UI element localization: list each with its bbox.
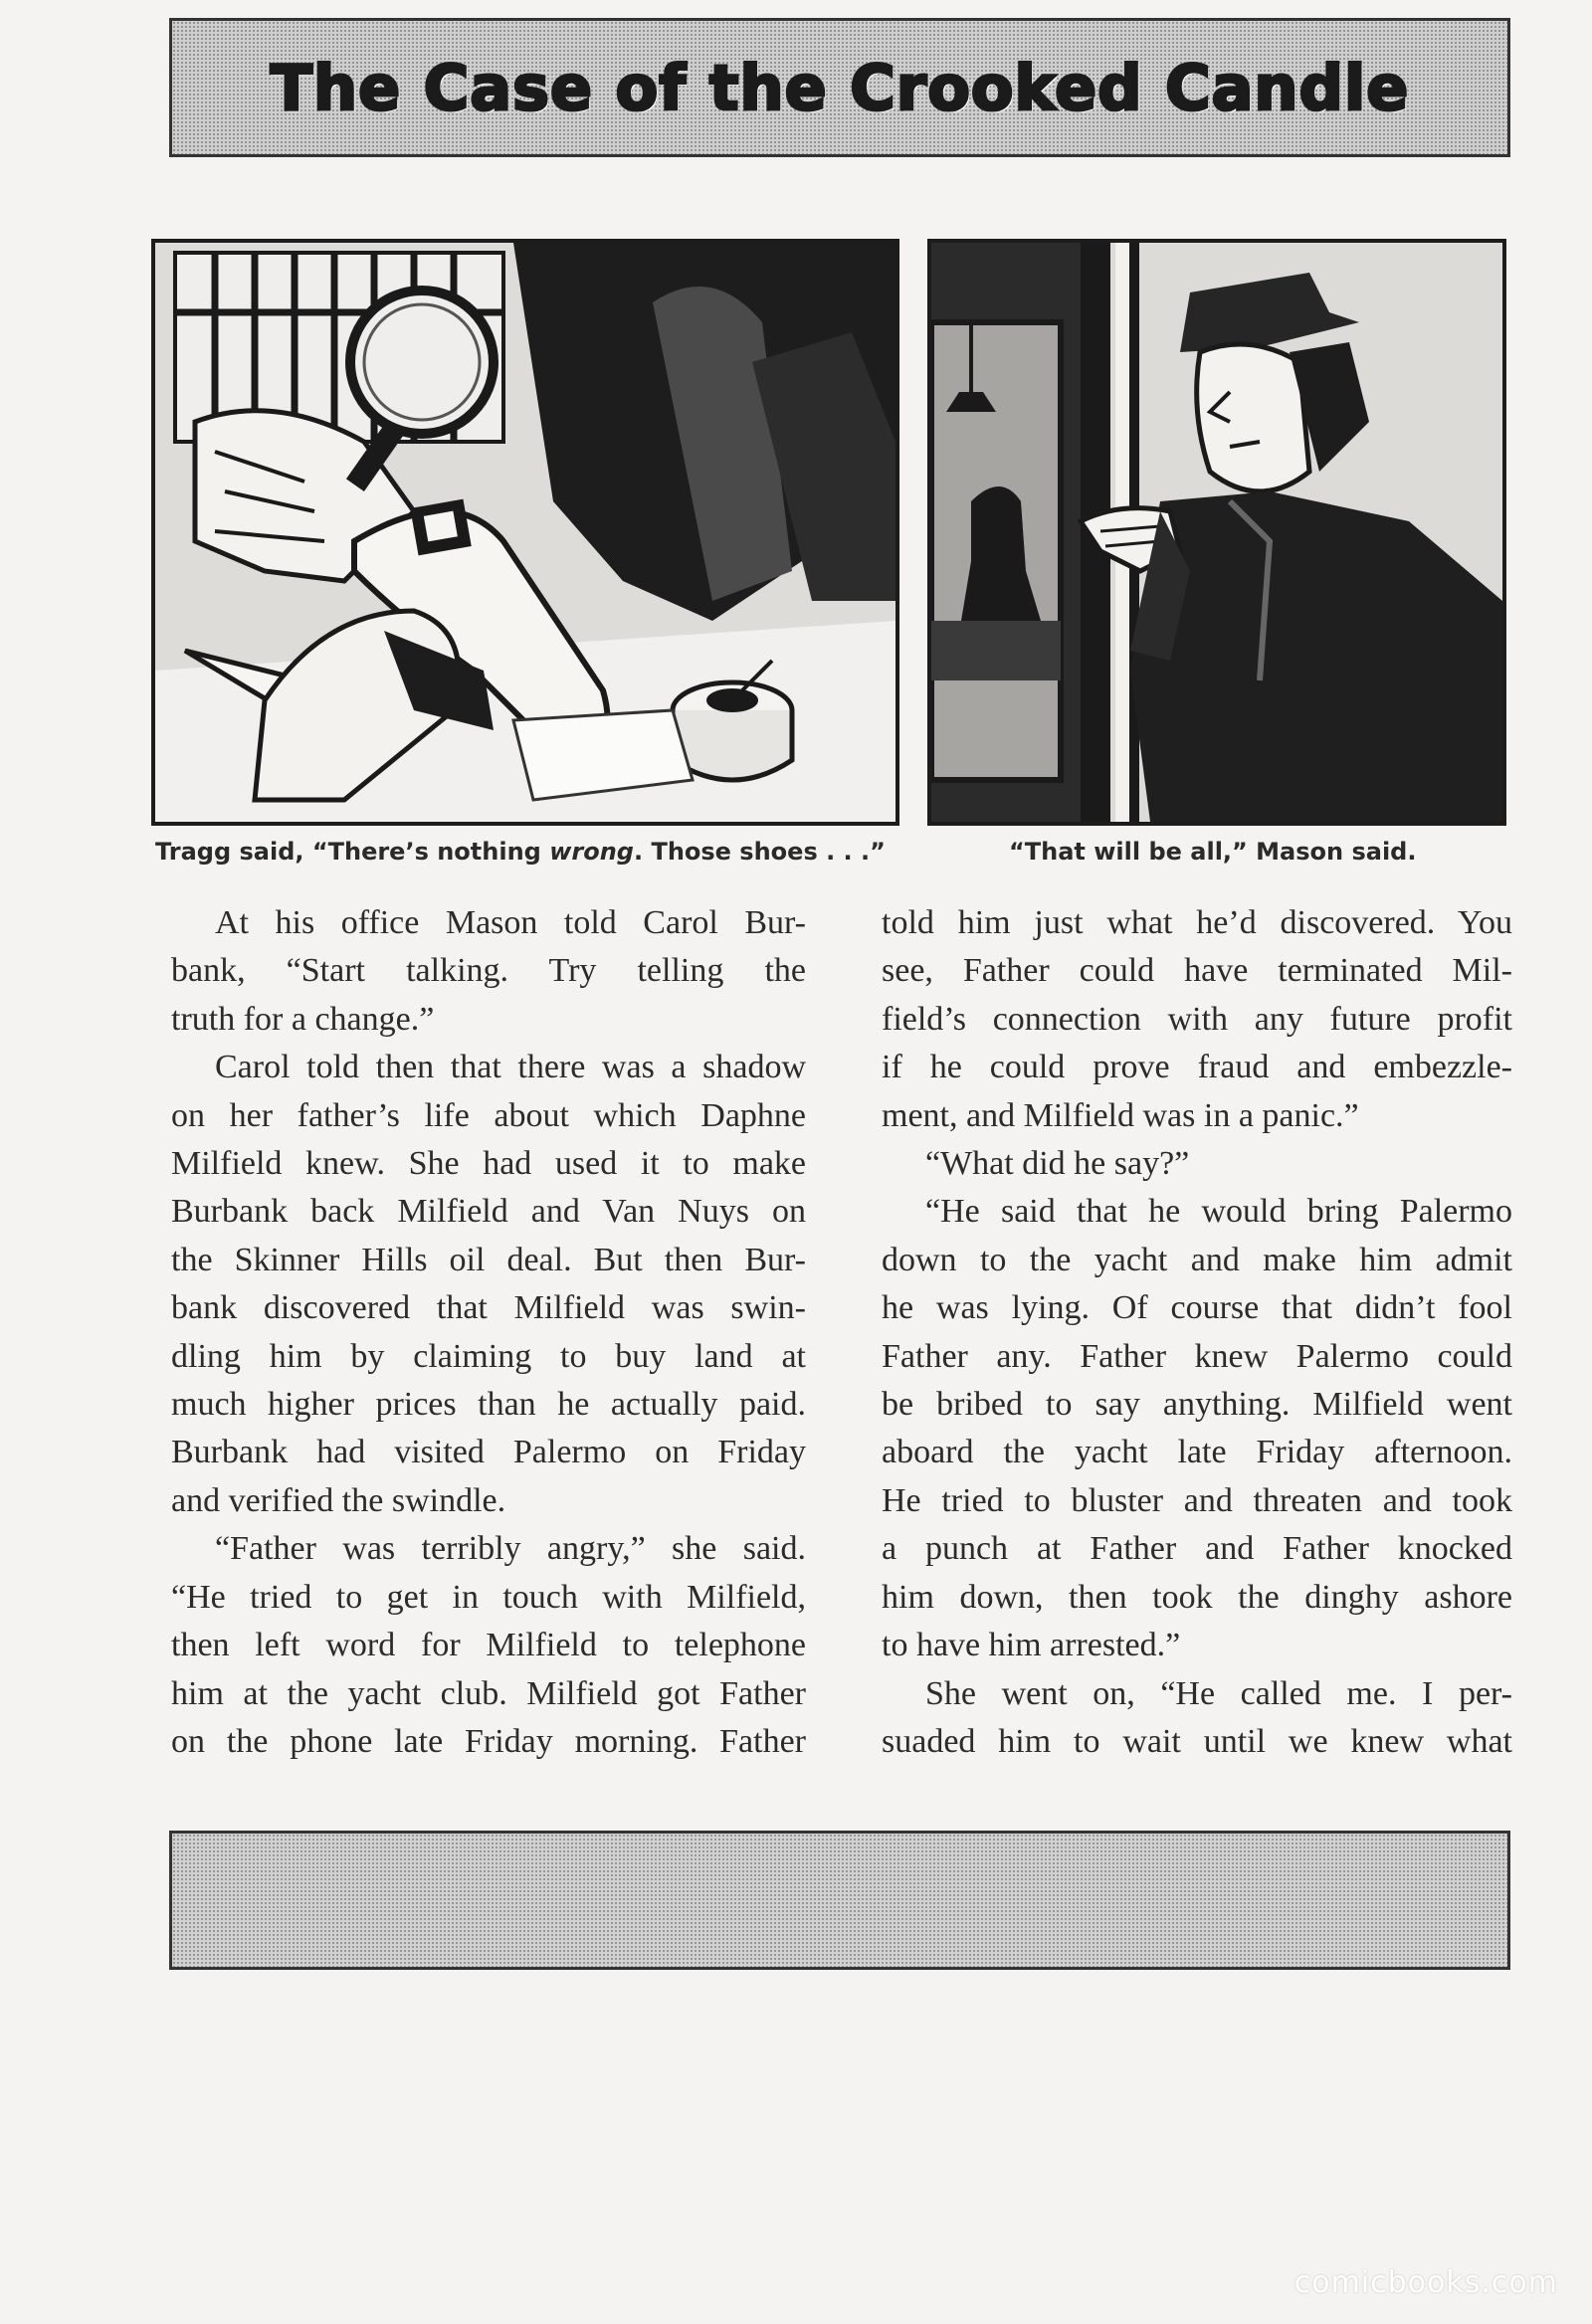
caption-left-start: Tragg said, “There’s nothing [155, 838, 550, 866]
bottom-halftone-banner [169, 1831, 1510, 1970]
text-line: on her father’s life about which Daphne [171, 1096, 806, 1134]
comic-panel-magnifier [151, 239, 899, 826]
text-line: At his office Mason told Carol Bur- [215, 904, 806, 941]
text-line: Father any. Father knew Palermo could [882, 1337, 1512, 1375]
text-line: suaded him to wait until we knew what [882, 1722, 1512, 1760]
text-line: “What did he say?” [925, 1145, 1190, 1183]
text-line: he was lying. Of course that didn’t fool [882, 1289, 1512, 1327]
text-line: aboard the yacht late Friday afternoon. [882, 1434, 1512, 1471]
magnifier-shoe-illustration [155, 243, 896, 822]
text-line: the Skinner Hills oil deal. But then Bur- [171, 1241, 806, 1278]
text-line: then left word for Milfield to telephone [171, 1627, 806, 1664]
text-line: Burbank back Milfield and Van Nuys on [171, 1193, 806, 1231]
page-title: The Case of the Crooked Candle [270, 51, 1410, 124]
text-line: much higher prices than he actually paid. [171, 1386, 806, 1424]
text-line: him down, then took the dinghy ashore [882, 1578, 1512, 1616]
text-line: “He said that he would bring Palermo [925, 1193, 1512, 1231]
caption-left-emphasis: wrong [549, 838, 634, 866]
text-line: “He tried to get in touch with Milfield, [171, 1578, 806, 1616]
text-line: Milfield knew. She had used it to make [171, 1145, 806, 1183]
text-line: “Father was terribly angry,” she said. [215, 1530, 806, 1568]
text-line: truth for a change.” [171, 1000, 435, 1038]
text-line: told him just what he’d discovered. You [882, 904, 1512, 941]
text-column-left [171, 899, 806, 1766]
text-line: a punch at Father and Father knocked [882, 1530, 1512, 1568]
text-line: He tried to bluster and threaten and took [882, 1481, 1512, 1519]
title-banner [169, 18, 1510, 157]
text-line: to have him arrested.” [882, 1627, 1181, 1664]
text-column-right [882, 899, 1512, 1766]
text-line: down to the yacht and make him admit [882, 1241, 1512, 1278]
panel-caption-left [155, 838, 886, 866]
text-line: ment, and Milfield was in a panic.” [882, 1096, 1359, 1134]
text-line: Carol told then that there was a shadow [215, 1049, 806, 1086]
text-line: if he could prove fraud and embezzle- [882, 1049, 1512, 1086]
text-line: see, Father could have terminated Mil- [882, 952, 1512, 990]
text-line: Burbank had visited Palermo on Friday [171, 1434, 806, 1471]
man-at-doorway-illustration [931, 243, 1502, 822]
panel-caption-right: “That will be all,” Mason said. [1009, 838, 1417, 866]
comic-panel-doorway [927, 239, 1506, 826]
text-line: bank discovered that Milfield was swin- [171, 1289, 806, 1327]
text-line: on the phone late Friday morning. Father [171, 1722, 806, 1760]
watermark: comicbooks.com [1294, 2265, 1558, 2300]
text-line: be bribed to say anything. Milfield went [882, 1386, 1512, 1424]
text-line: him at the yacht club. Milfield got Father [171, 1674, 806, 1712]
caption-left-end: . Those shoes . . .” [633, 838, 886, 866]
text-line: dling him by claiming to buy land at [171, 1337, 806, 1375]
text-line: bank, “Start talking. Try telling the [171, 952, 806, 990]
text-line: She went on, “He called me. I per- [925, 1674, 1512, 1712]
text-line: and verified the swindle. [171, 1481, 506, 1519]
text-line: field’s connection with any future profit [882, 1000, 1512, 1038]
